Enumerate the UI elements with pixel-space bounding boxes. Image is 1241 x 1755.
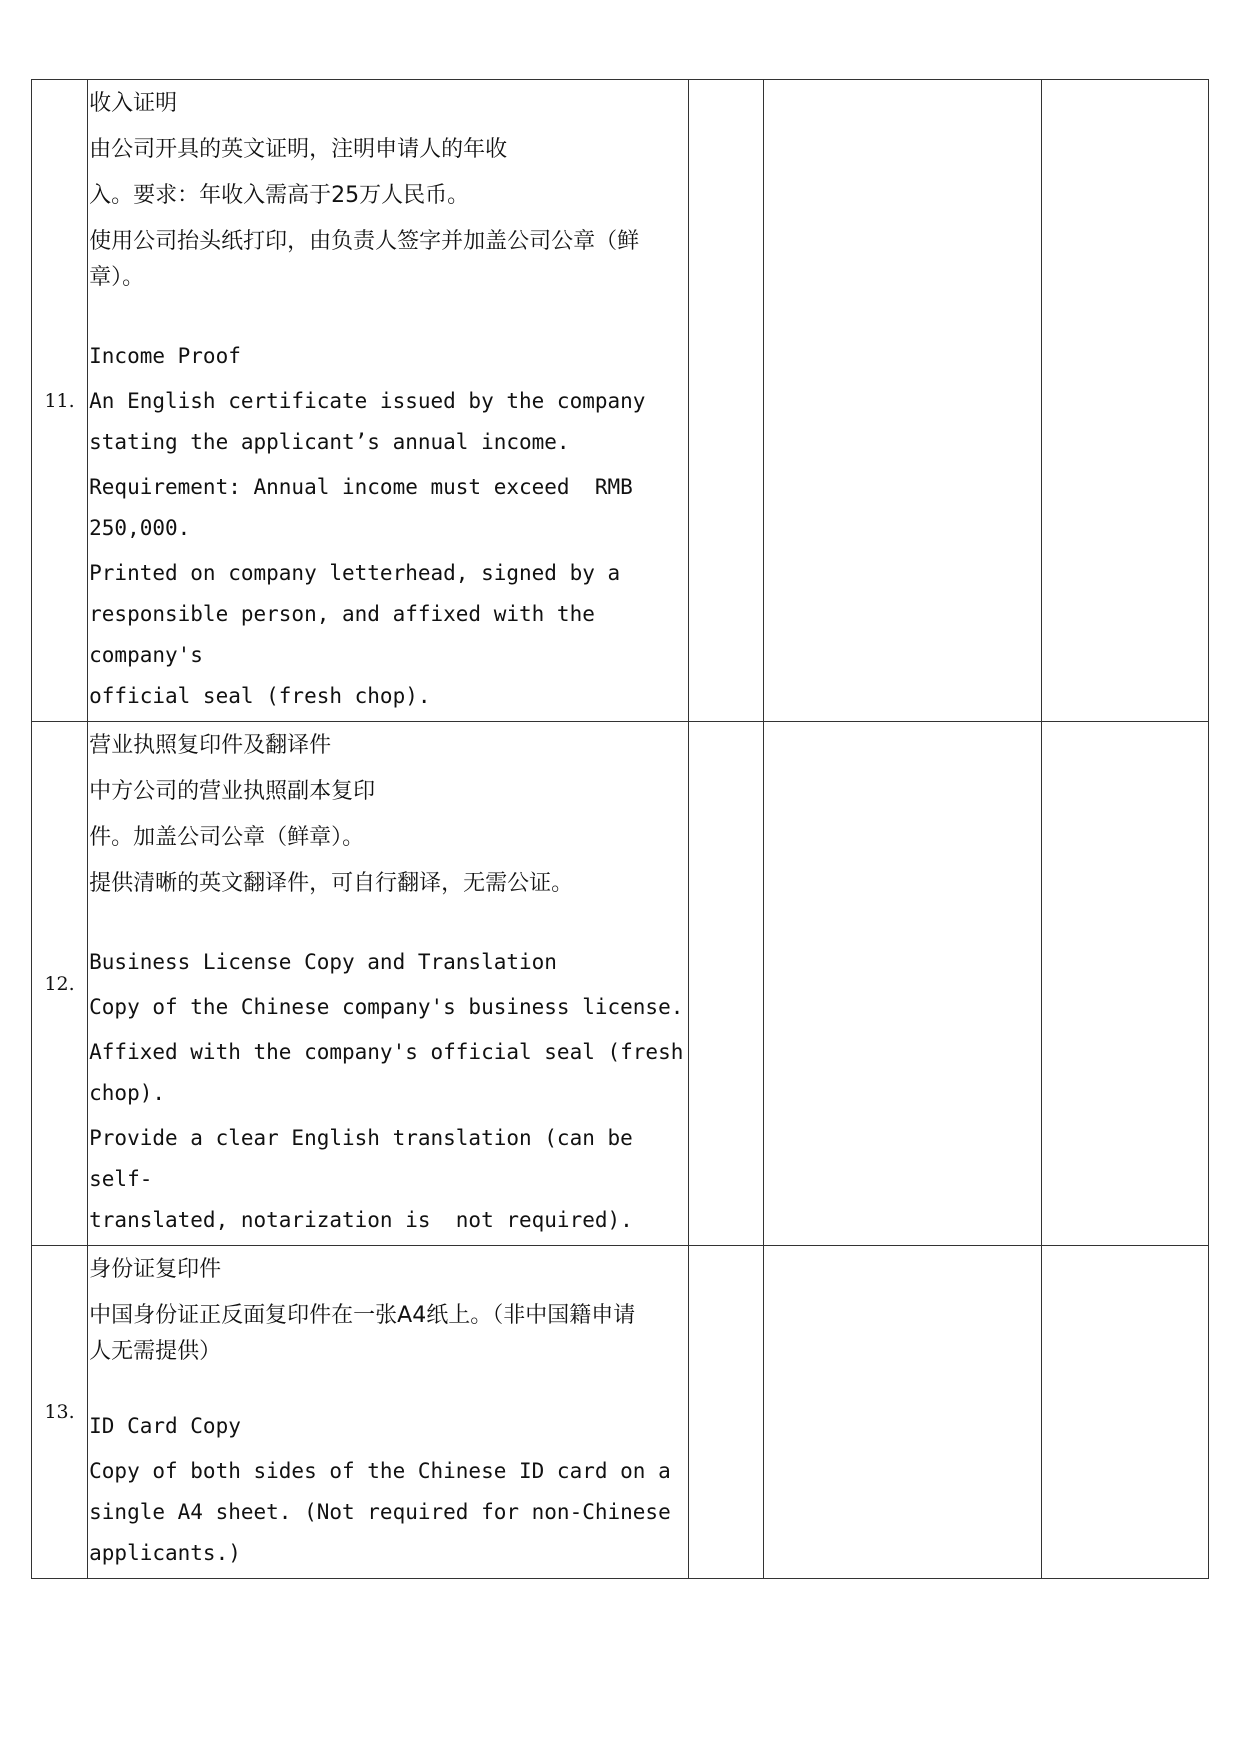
cn-line: 件。加盖公司公章（鲜章）。 [89,825,365,850]
table-row [32,722,1209,1246]
en-line: Copy of the Chinese company's business license. [89,995,684,1019]
empty-cell [688,722,763,1246]
cn-line: 中国身份证正反面复印件在一张A4纸上。（非中国籍申请 人无需提供） [89,1303,636,1364]
empty-cell [688,80,763,722]
empty-cell [763,1246,1041,1579]
cn-title: 收入证明 [89,91,178,116]
en-title: ID Card Copy [89,1414,241,1438]
cn-title: 营业执照复印件及翻译件 [89,733,332,758]
en-line: Copy of both sides of the Chinese ID card on a single A4 sheet. (Not required for non-Chinese applicants.) [89,1459,671,1565]
cn-line: 提供清晰的英文翻译件，可自行翻译，无需公证。 [89,871,574,896]
cn-line: 使用公司抬头纸打印，由负责人签字并加盖公司公章（鲜 章）。 [89,229,640,290]
row-number: 11. [32,80,88,722]
empty-cell [1041,722,1208,1246]
description-cell [88,80,689,722]
en-title: Income Proof [89,344,241,368]
en-line: An English certificate issued by the company stating the applicant’s annual income. [89,389,646,454]
description-cell [88,1246,689,1579]
row-number: 13. [32,1246,88,1579]
en-line: Affixed with the company's official seal (fresh chop). [89,1040,684,1105]
cn-line: 中方公司的营业执照副本复印 [89,779,376,804]
en-line: Provide a clear English translation (can be self- translated, notarization is not required). [89,1126,633,1232]
en-line: Printed on company letterhead, signed by a responsible person, and affixed with the company's official seal (fresh chop). [89,561,621,708]
table-row [32,1246,1209,1579]
empty-cell [1041,1246,1208,1579]
empty-cell [763,722,1041,1246]
cn-line: 入。要求：年收入需高于25万人民币。 [89,183,470,208]
description-cell [88,722,689,1246]
cn-line: 由公司开具的英文证明，注明申请人的年收 [89,137,508,162]
requirements-table [31,79,1209,1579]
table-row [32,80,1209,722]
en-title: Business License Copy and Translation [89,950,557,974]
empty-cell [763,80,1041,722]
empty-cell [688,1246,763,1579]
empty-cell [1041,80,1208,722]
cn-title: 身份证复印件 [89,1257,222,1282]
en-line: Requirement: Annual income must exceed RMB 250,000. [89,475,633,540]
row-number: 12. [32,722,88,1246]
